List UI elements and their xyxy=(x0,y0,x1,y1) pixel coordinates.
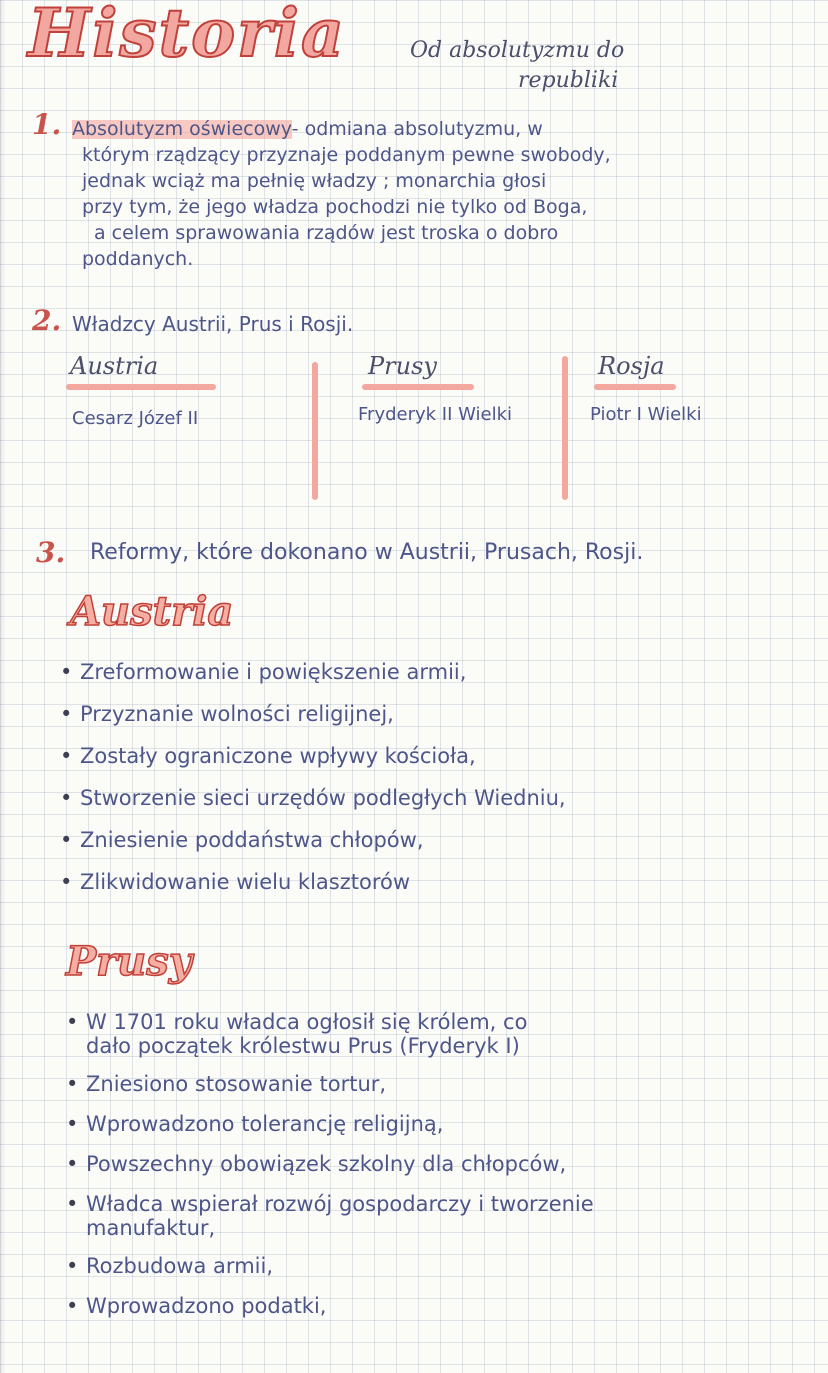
section-1-number: 1. xyxy=(32,108,62,141)
col-austria-underline xyxy=(66,384,216,390)
col-prusy-ruler: Fryderyk II Wielki xyxy=(358,404,513,425)
list-item xyxy=(62,1192,802,1240)
page-title: Historia xyxy=(28,0,346,72)
list-item xyxy=(62,1254,802,1278)
austria-reform-list xyxy=(56,660,796,894)
col-austria-heading: Austria xyxy=(70,352,159,380)
list-item: • Zniesienie poddaństwa chłopów, xyxy=(56,828,796,852)
section-1-line: którym rządzący przyznaje poddanym pewne swobody, xyxy=(82,144,611,166)
list-item-line: dało początek królestwu Prus (Fryderyk I) xyxy=(86,1034,520,1058)
column-divider-1 xyxy=(312,362,318,500)
list-item-line: • Wprowadzono podatki, xyxy=(86,1294,327,1318)
section-2-number: 2. xyxy=(32,304,62,337)
section-1-first-line xyxy=(72,116,792,142)
list-item xyxy=(62,1152,802,1176)
prusy-title: Prusy xyxy=(66,938,192,985)
list-item: • Zostały ograniczone wpływy kościoła, xyxy=(56,744,796,768)
subtitle-line-2: republiki xyxy=(518,68,619,93)
list-item: • Stworzenie sieci urzędów podległych Wiedniu, xyxy=(56,786,796,810)
section-1-term: Absolutyzm oświecowy xyxy=(72,118,292,140)
list-item-line: manufaktur, xyxy=(86,1216,216,1240)
list-item: • Przyznanie wolności religijnej, xyxy=(56,702,796,726)
section-1-line: jednak wciąż ma pełnię władzy ; monarchia głosi xyxy=(82,170,547,192)
list-item-line: • Powszechny obowiązek szkolny dla chłopców, xyxy=(86,1152,567,1176)
section-3-number: 3. xyxy=(36,536,66,569)
col-rosja-underline xyxy=(594,384,676,390)
list-item-line: • W 1701 roku władca ogłosił się królem, co xyxy=(86,1010,528,1034)
list-item xyxy=(62,1010,802,1058)
subtitle-line-1: Od absolutyzmu do xyxy=(410,38,625,63)
col-rosja-heading: Rosja xyxy=(598,352,665,380)
section-1-paragraph xyxy=(72,116,792,272)
prusy-reform-list xyxy=(62,1010,802,1318)
column-divider-2 xyxy=(562,356,568,500)
section-1-line: a celem sprawowania rządów jest troska o dobro xyxy=(94,222,559,244)
page-subtitle xyxy=(410,36,790,96)
section-2-heading: Władzcy Austrii, Prus i Rosji. xyxy=(72,312,354,336)
list-item: • Zlikwidowanie wielu klasztorów xyxy=(56,870,796,894)
list-item xyxy=(62,1294,802,1318)
col-rosja-ruler: Piotr I Wielki xyxy=(590,404,702,425)
austria-title: Austria xyxy=(70,588,234,635)
list-item xyxy=(62,1072,802,1096)
section-3-heading: Reformy, które dokonano w Austrii, Prusach, Rosji. xyxy=(90,540,644,565)
col-austria-ruler: Cesarz Józef II xyxy=(72,408,199,429)
list-item-line: • Władca wspierał rozwój gospodarczy i tworzenie xyxy=(86,1192,594,1216)
col-prusy-underline xyxy=(362,384,474,390)
list-item-line: • Zniesiono stosowanie tortur, xyxy=(86,1072,387,1096)
list-item: • Zreformowanie i powiększenie armii, xyxy=(56,660,796,684)
section-1-line: poddanych. xyxy=(82,248,194,270)
list-item-line: • Rozbudowa armii, xyxy=(86,1254,273,1278)
list-item xyxy=(62,1112,802,1136)
section-1-line: - odmiana absolutyzmu, w xyxy=(291,118,543,140)
page-shadow-edge xyxy=(0,0,6,1373)
section-1-line: przy tym, że jego władza pochodzi nie tylko od Boga, xyxy=(82,196,588,218)
col-prusy-heading: Prusy xyxy=(368,352,437,380)
list-item-line: • Wprowadzono tolerancję religijną, xyxy=(86,1112,444,1136)
